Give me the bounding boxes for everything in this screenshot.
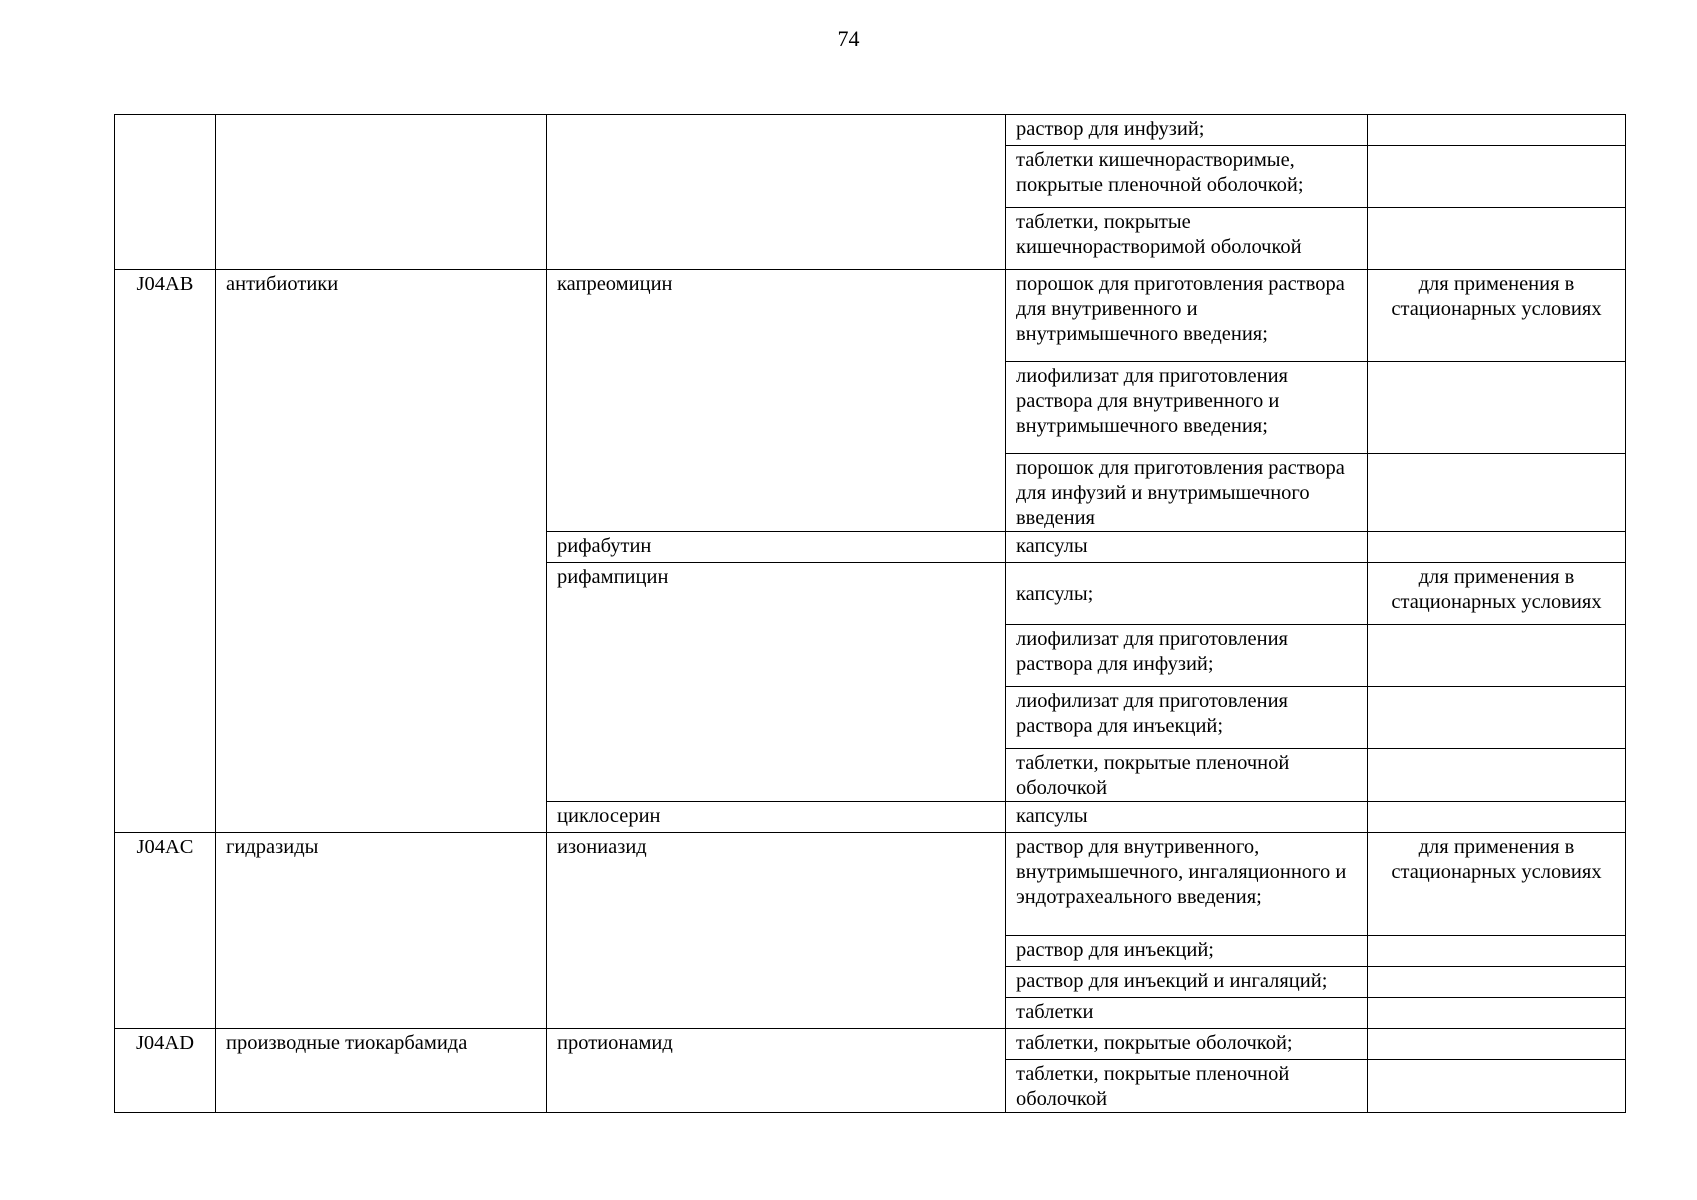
condition-cell <box>1368 687 1626 749</box>
condition-cell <box>1368 625 1626 687</box>
dosage-form-cell: таблетки кишечнорастворимые, покрытые пленочной оболочкой; <box>1006 146 1368 208</box>
dosage-form-cell: раствор для внутривенного, внутримышечного, ингаляционного и эндотрахеального введения; <box>1006 833 1368 936</box>
drug-name-cell: протионамид <box>547 1029 1006 1113</box>
drug-name-cell <box>547 115 1006 270</box>
dosage-form-cell: таблетки, покрытые пленочной оболочкой <box>1006 1060 1368 1113</box>
dosage-form-cell: таблетки <box>1006 998 1368 1029</box>
page-number: 74 <box>837 26 860 51</box>
drug-name-cell: изониазид <box>547 833 1006 1029</box>
condition-cell <box>1368 998 1626 1029</box>
dosage-form-cell: лиофилизат для приготовления раствора для внутривенного и внутримышечного введения; <box>1006 362 1368 454</box>
condition-cell: для применения в стационарных условиях <box>1368 270 1626 362</box>
condition-cell <box>1368 362 1626 454</box>
drug-name-cell: рифампицин <box>547 563 1006 802</box>
group-name-cell: гидразиды <box>216 833 547 1029</box>
dosage-form-cell: капсулы <box>1006 802 1368 833</box>
condition-cell <box>1368 802 1626 833</box>
table-row <box>115 270 1626 362</box>
condition-cell <box>1368 146 1626 208</box>
group-name-cell: антибиотики <box>216 270 547 833</box>
dosage-form-cell: раствор для инъекций и ингаляций; <box>1006 967 1368 998</box>
dosage-form-cell: лиофилизат для приготовления раствора для инъекций; <box>1006 687 1368 749</box>
group-name-cell <box>216 115 547 270</box>
condition-cell: для применения в стационарных условиях <box>1368 563 1626 625</box>
condition-cell <box>1368 967 1626 998</box>
table-row <box>115 833 1626 936</box>
dosage-form-cell: таблетки, покрытые оболочкой; <box>1006 1029 1368 1060</box>
atc-code-cell: J04AB <box>115 270 216 833</box>
table-row <box>115 115 1626 146</box>
condition-cell <box>1368 749 1626 802</box>
dosage-form-cell: таблетки, покрытые пленочной оболочкой <box>1006 749 1368 802</box>
dosage-form-cell: раствор для инфузий; <box>1006 115 1368 146</box>
dosage-form-cell: капсулы <box>1006 532 1368 563</box>
atc-code-cell <box>115 115 216 270</box>
condition-cell <box>1368 1060 1626 1113</box>
dosage-form-cell: капсулы; <box>1006 563 1368 625</box>
condition-cell <box>1368 532 1626 563</box>
table-row <box>115 1029 1626 1060</box>
dosage-form-cell: порошок для приготовления раствора для инфузий и внутримышечного введения <box>1006 454 1368 532</box>
condition-cell <box>1368 115 1626 146</box>
drug-name-cell: циклосерин <box>547 802 1006 833</box>
atc-code-cell: J04AD <box>115 1029 216 1113</box>
dosage-form-cell: раствор для инъекций; <box>1006 936 1368 967</box>
dosage-form-cell: порошок для приготовления раствора для внутривенного и внутримышечного введения; <box>1006 270 1368 362</box>
condition-cell <box>1368 208 1626 270</box>
condition-cell <box>1368 454 1626 532</box>
drug-list-table <box>114 114 1626 1113</box>
group-name-cell: производные тиокарбамида <box>216 1029 547 1113</box>
dosage-form-cell: таблетки, покрытые кишечнорастворимой оболочкой <box>1006 208 1368 270</box>
condition-cell <box>1368 1029 1626 1060</box>
dosage-form-cell: лиофилизат для приготовления раствора для инфузий; <box>1006 625 1368 687</box>
condition-cell <box>1368 936 1626 967</box>
drug-name-cell: рифабутин <box>547 532 1006 563</box>
condition-cell: для применения в стационарных условиях <box>1368 833 1626 936</box>
atc-code-cell: J04AC <box>115 833 216 1029</box>
drug-name-cell: капреомицин <box>547 270 1006 532</box>
